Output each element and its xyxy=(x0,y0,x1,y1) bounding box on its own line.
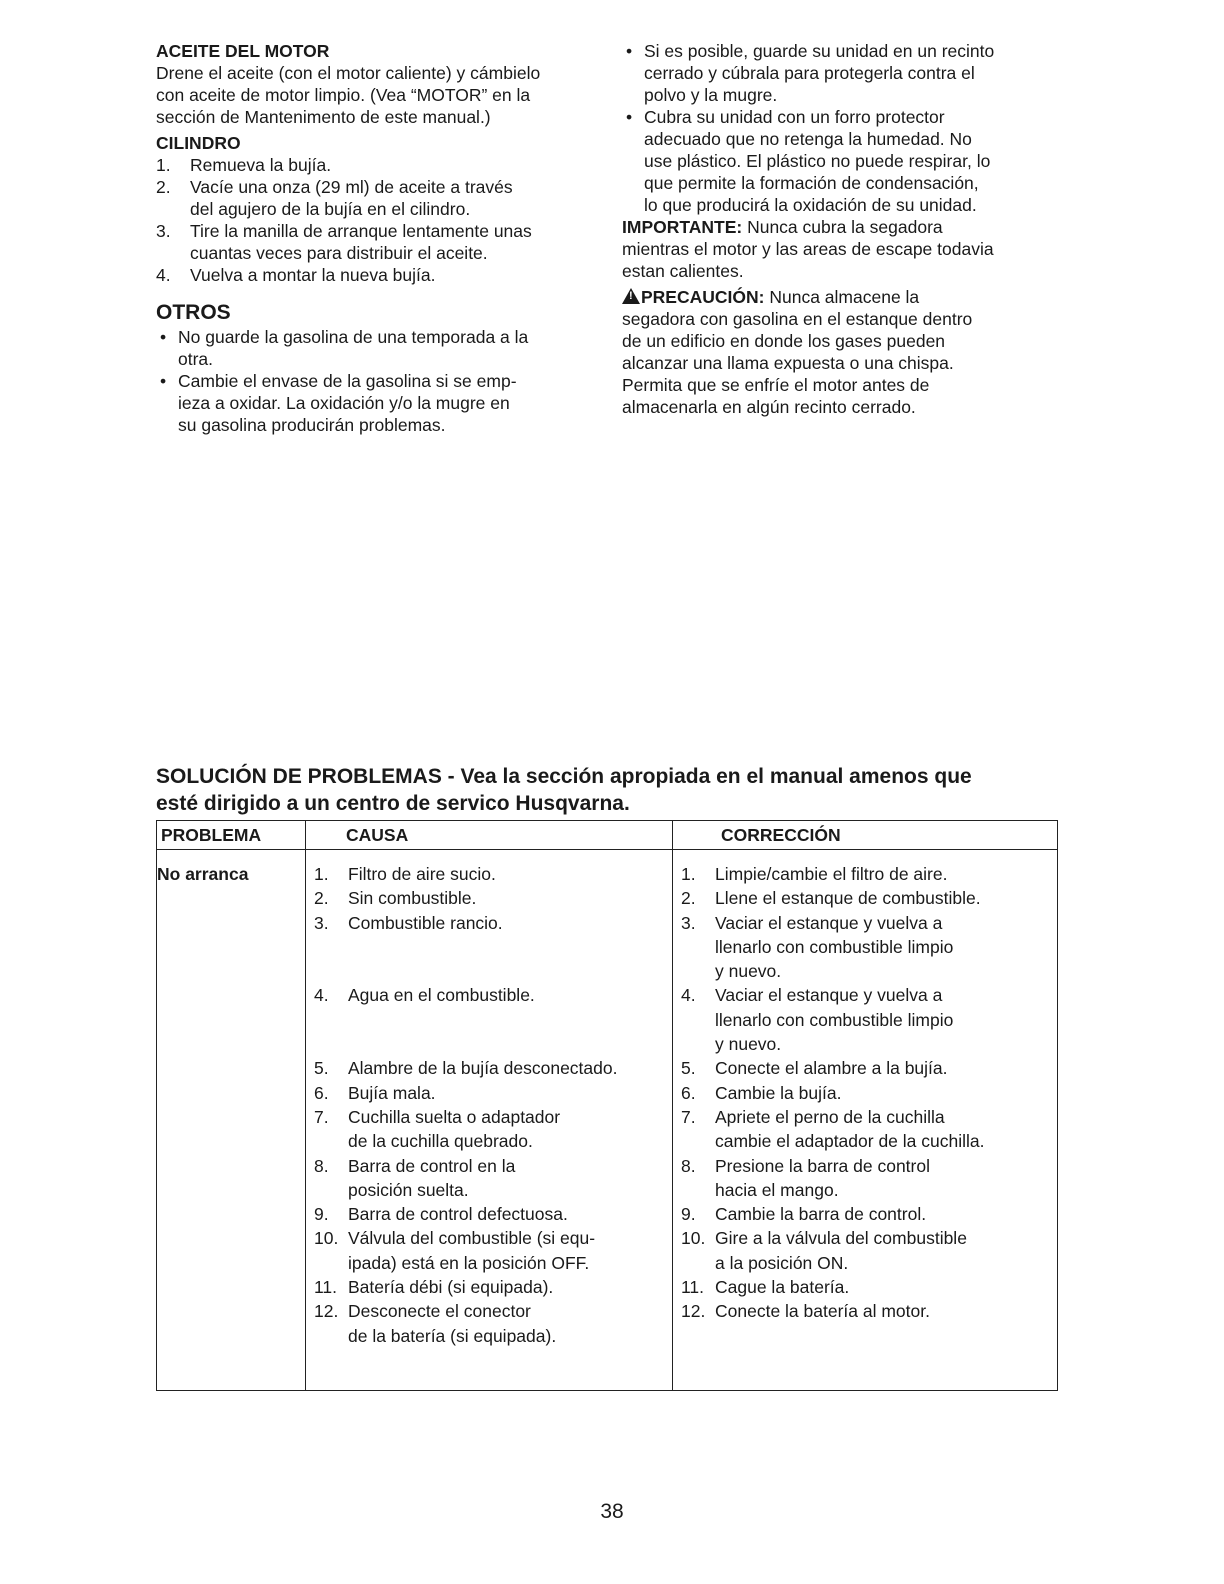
otros-heading: OTROS xyxy=(156,301,231,324)
cause-item xyxy=(306,1056,672,1080)
item-text-line: Gire a la válvula del combustible xyxy=(715,1228,967,1249)
item-text-line: Vacíe una onza (29 ml) de aceite a través xyxy=(190,177,513,197)
item-text-line: otra. xyxy=(178,349,214,369)
item-text-line: posición suelta. xyxy=(348,1179,469,1200)
item-text-line xyxy=(348,959,672,983)
cause-item xyxy=(306,1105,672,1154)
header-causa: CAUSA xyxy=(306,821,673,850)
otros-bullet xyxy=(156,326,596,370)
item-number: 7. xyxy=(314,1106,329,1127)
item-number: 11. xyxy=(681,1277,705,1298)
item-text-line: Presione la barra de control xyxy=(715,1155,930,1176)
storage-bullet xyxy=(622,40,1067,106)
item-text-line: Cague la batería. xyxy=(715,1277,850,1298)
cause-item xyxy=(306,911,672,984)
item-number: 6. xyxy=(681,1082,696,1103)
item-text-line: Remueva la bujía. xyxy=(190,155,332,175)
warning-triangle-icon xyxy=(622,288,640,304)
item-number: 10. xyxy=(314,1228,339,1249)
header-correccion: CORRECCIÓN xyxy=(673,821,1058,850)
item-text-line: Conecte la batería al motor. xyxy=(715,1301,930,1322)
troubleshooting-title xyxy=(156,763,1068,817)
item-text-line: Cuchilla suelta o adaptador xyxy=(348,1106,561,1127)
correction-item xyxy=(673,1226,1057,1275)
item-text-line: de la batería (si equipada). xyxy=(348,1325,557,1346)
item-number: 3. xyxy=(156,221,171,241)
item-number: 10. xyxy=(681,1228,706,1249)
precaucion-line: alcanzar una llama expuesta o una chispa. xyxy=(622,353,954,373)
left-column xyxy=(156,40,596,436)
item-text-line: y nuevo. xyxy=(715,1034,782,1055)
precaucion-line: de un edificio en donde los gases pueden xyxy=(622,331,946,351)
item-text-line: adecuado que no retenga la humedad. No xyxy=(644,129,972,149)
item-text-line: ipada) está en la posición OFF. xyxy=(348,1252,590,1273)
item-number: 7. xyxy=(681,1106,696,1127)
item-number: 2. xyxy=(314,888,329,909)
item-text-line: a la posición ON. xyxy=(715,1252,849,1273)
correction-item xyxy=(673,1299,1057,1323)
causa-cell xyxy=(306,850,673,1391)
otros-bullet xyxy=(156,370,596,436)
item-text-line: Sin combustible. xyxy=(348,888,477,909)
cause-item xyxy=(306,1226,672,1275)
item-text-line: llenarlo con combustible limpio xyxy=(715,1009,954,1030)
cilindro-step xyxy=(156,176,596,220)
cause-item xyxy=(306,1081,672,1105)
item-number: 2. xyxy=(156,177,171,197)
cause-item xyxy=(306,886,672,910)
item-text-line: Tire la manilla de arranque lentamente unas xyxy=(190,221,532,241)
item-number: 5. xyxy=(314,1058,329,1079)
item-text-line: Combustible rancio. xyxy=(348,912,503,933)
item-text-line: que permite la formación de condensación, xyxy=(644,173,979,193)
cause-item xyxy=(306,1154,672,1203)
correction-item xyxy=(673,1154,1057,1203)
cilindro-step xyxy=(156,220,596,264)
cause-item xyxy=(306,862,672,886)
item-text-line: del agujero de la bujía en el cilindro. xyxy=(190,199,471,219)
page-number: 38 xyxy=(600,1500,624,1523)
item-number: 9. xyxy=(681,1204,696,1225)
item-text-line: Vaciar el estanque y vuelva a xyxy=(715,912,943,933)
item-text-line: de la cuchilla quebrado. xyxy=(348,1131,533,1152)
item-text-line: Llene el estanque de combustible. xyxy=(715,888,981,909)
importante-paragraph xyxy=(622,216,1067,238)
cause-item xyxy=(306,1202,672,1226)
aceite-line: sección de Mantenimento de este manual.) xyxy=(156,107,491,127)
item-text-line: Vuelva a montar la nueva bujía. xyxy=(190,265,436,285)
importante-line: estan calientes. xyxy=(622,261,744,281)
item-number: 6. xyxy=(314,1082,329,1103)
item-number: 9. xyxy=(314,1204,329,1225)
aceite-paragraph xyxy=(156,62,596,128)
item-number: 4. xyxy=(314,985,329,1006)
storage-bullets xyxy=(622,40,1067,216)
correction-item xyxy=(673,1056,1057,1080)
correction-item xyxy=(673,862,1057,886)
item-text-line: ieza a oxidar. La oxidación y/o la mugre en xyxy=(178,393,510,413)
item-text-line: Válvula del combustible (si equ- xyxy=(348,1228,596,1249)
precaucion-label: PRECAUCIÓN: xyxy=(641,287,765,307)
item-text-line: Apriete el perno de la cuchilla xyxy=(715,1106,945,1127)
bullet-icon: • xyxy=(626,107,633,127)
item-number: 1. xyxy=(156,155,171,175)
item-text-line: su gasolina producirán problemas. xyxy=(178,415,446,435)
troubleshooting-table xyxy=(156,820,1058,1391)
importante-line: mientras el motor y las areas de escape todavia xyxy=(622,239,994,259)
item-text-line: cambie el adaptador de la cuchilla. xyxy=(715,1131,985,1152)
item-text-line: lo que producirá la oxidación de su unidad. xyxy=(644,195,977,215)
correction-item xyxy=(673,1081,1057,1105)
cause-item xyxy=(306,1299,672,1348)
item-number: 11. xyxy=(314,1277,338,1298)
aceite-heading: ACEITE DEL MOTOR xyxy=(156,41,330,61)
importante-label: IMPORTANTE: xyxy=(622,217,743,237)
item-text-line: cuantas veces para distribuir el aceite. xyxy=(190,243,488,263)
item-number: 3. xyxy=(681,912,696,933)
item-text-line: y nuevo. xyxy=(715,961,782,982)
correction-item xyxy=(673,1202,1057,1226)
bullet-icon: • xyxy=(626,41,633,61)
item-text-line: llenarlo con combustible limpio xyxy=(715,936,954,957)
item-text-line: Bujía mala. xyxy=(348,1082,436,1103)
cilindro-step xyxy=(156,154,596,176)
item-text-line: Alambre de la bujía desconectado. xyxy=(348,1058,618,1079)
item-text-line xyxy=(348,1032,672,1056)
causes-list xyxy=(306,862,672,1348)
item-text-line: Limpie/cambie el filtro de aire. xyxy=(715,864,948,884)
troubleshooting-title-line: esté dirigido a un centro de servico Husqvarna. xyxy=(156,792,630,815)
item-text-line: Cubra su unidad con un forro protector xyxy=(644,107,945,127)
item-number: 1. xyxy=(314,864,329,884)
precaucion-line: Permita que se enfríe el motor antes de xyxy=(622,375,930,395)
item-text-line: Agua en el combustible. xyxy=(348,985,535,1006)
item-text-line: Filtro de aire sucio. xyxy=(348,864,496,884)
item-text-line: hacia el mango. xyxy=(715,1179,839,1200)
item-text-line xyxy=(348,1008,672,1032)
correction-item xyxy=(673,1105,1057,1154)
cilindro-heading: CILINDRO xyxy=(156,133,241,153)
bullet-icon: • xyxy=(160,371,167,391)
precaucion-line: segadora con gasolina en el estanque dentro xyxy=(622,309,973,329)
item-number: 2. xyxy=(681,888,696,909)
item-text-line: Barra de control en la xyxy=(348,1155,516,1176)
table-header-row xyxy=(157,821,1058,850)
item-text-line: Cambie la barra de control. xyxy=(715,1204,927,1225)
correction-item xyxy=(673,911,1057,984)
item-text-line: No guarde la gasolina de una temporada a la xyxy=(178,327,529,347)
problem-cell: No arranca xyxy=(157,850,306,1391)
importante-line: Nunca cubra la segadora xyxy=(742,217,943,237)
item-text-line xyxy=(348,935,672,959)
precaucion-line: almacenarla en algún recinto cerrado. xyxy=(622,397,916,417)
item-text-line: Barra de control defectuosa. xyxy=(348,1204,568,1225)
correction-item xyxy=(673,983,1057,1056)
item-number: 8. xyxy=(681,1155,696,1176)
cause-item xyxy=(306,983,672,1056)
item-text-line: Conecte el alambre a la bujía. xyxy=(715,1058,948,1079)
item-text-line: Cambie el envase de la gasolina si se emp- xyxy=(178,371,517,391)
bullet-icon: • xyxy=(160,327,167,347)
item-text-line: Desconecte el conector xyxy=(348,1301,531,1322)
item-text-line: Cambie la bujía. xyxy=(715,1082,842,1103)
storage-bullet xyxy=(622,106,1067,216)
header-problema: PROBLEMA xyxy=(157,821,306,850)
troubleshooting-title-line: SOLUCIÓN DE PROBLEMAS - Vea la sección apropiada en el manual amenos que xyxy=(156,765,972,788)
item-number: 4. xyxy=(681,985,696,1006)
cilindro-step xyxy=(156,264,596,286)
correction-item xyxy=(673,886,1057,910)
item-number: 8. xyxy=(314,1155,329,1176)
item-text-line: use plástico. El plástico no puede respirar, lo xyxy=(644,151,991,171)
aceite-line: Drene el aceite (con el motor caliente) y cámbielo xyxy=(156,63,541,83)
corrections-list xyxy=(673,862,1057,1324)
item-number: 1. xyxy=(681,864,696,884)
precaucion-paragraph xyxy=(622,286,1067,308)
item-number: 4. xyxy=(156,265,171,285)
item-number: 12. xyxy=(314,1301,339,1322)
item-text-line: polvo y la mugre. xyxy=(644,85,778,105)
cause-item xyxy=(306,1275,672,1299)
item-number: 5. xyxy=(681,1058,696,1079)
otros-bullets xyxy=(156,326,596,436)
item-number: 3. xyxy=(314,912,329,933)
right-column xyxy=(622,40,1067,418)
precaucion-line: Nunca almacene la xyxy=(764,287,920,307)
correccion-cell xyxy=(673,850,1058,1391)
table-row xyxy=(157,850,1058,1391)
item-text-line: Batería débi (si equipada). xyxy=(348,1277,554,1298)
item-text-line: Vaciar el estanque y vuelva a xyxy=(715,985,943,1006)
cilindro-steps xyxy=(156,154,596,286)
item-text-line: Si es posible, guarde su unidad en un recinto xyxy=(644,41,995,61)
aceite-line: con aceite de motor limpio. (Vea “MOTOR” en la xyxy=(156,85,531,105)
item-text-line: cerrado y cúbrala para protegerla contra el xyxy=(644,63,975,83)
correction-item xyxy=(673,1275,1057,1299)
item-number: 12. xyxy=(681,1301,706,1322)
